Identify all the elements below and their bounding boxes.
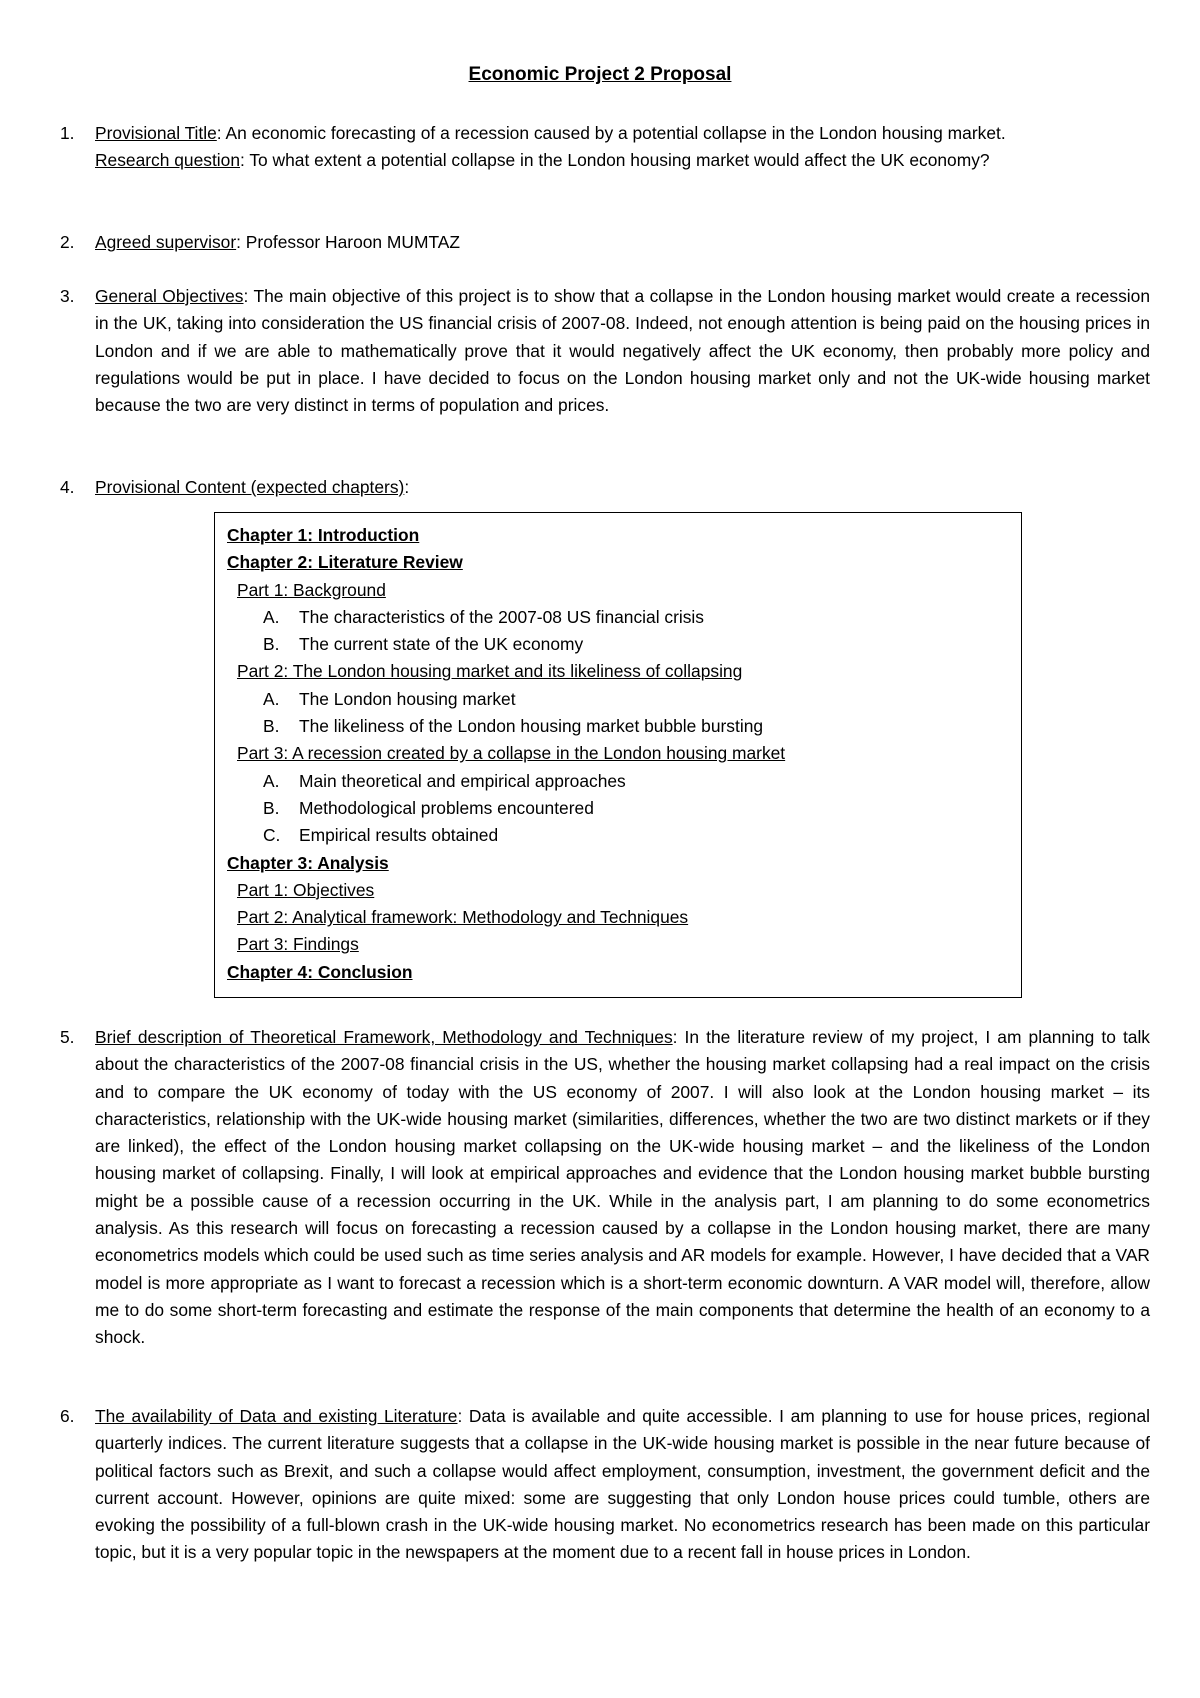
section-text: : An economic forecasting of a recession caused by a potential collapse in the London housing market. <box>216 123 1006 143</box>
item-text: The current state of the UK economy <box>299 634 584 655</box>
chapter-heading: Chapter 1: Introduction <box>227 525 420 545</box>
chapter-heading: Chapter 2: Literature Review <box>227 552 463 573</box>
part-heading: Part 2: Analytical framework: Methodology and Techniques <box>237 907 689 928</box>
section-provisional-content <box>60 474 1150 501</box>
document-title: Economic Project 2 Proposal <box>468 64 732 85</box>
section-heading: Provisional Title <box>95 123 217 143</box>
section-heading: Agreed supervisor <box>95 232 237 252</box>
item-text: Empirical results obtained <box>299 825 499 846</box>
outline-item <box>263 713 1009 740</box>
part-heading: Part 3: A recession created by a collapse in the London housing market <box>237 743 786 764</box>
item-text: The likeliness of the London housing market bubble bursting <box>299 716 764 737</box>
chapter-heading: Chapter 3: Analysis <box>227 852 389 873</box>
part-heading: Part 1: Objectives <box>237 879 375 900</box>
outline-item <box>263 631 1009 658</box>
item-text: The characteristics of the 2007-08 US financial crisis <box>299 606 704 627</box>
section-number: 2. <box>60 232 75 252</box>
section-number: 3. <box>60 286 75 306</box>
part-heading: Part 2: The London housing market and its likeliness of collapsing <box>237 661 743 682</box>
outline-item <box>263 768 1009 795</box>
section-text: : Data is available and quite accessible. I am planning to use for house prices, regional quarterly indices. The current literature suggests that a collapse in the UK-wide housing market is possible in the near future because of political factors such as Brexit, and such a collapse would affect employment, consumption, investment, the government deficit and the current account. However, opinions are quite mixed: some are suggesting that only London house prices could tumble, others are evoking the possibility of a full-blown crash in the UK-wide housing market. No econometrics research has been made on this particular topic, but it is a very popular topic in the newspapers at the moment due to a recent fall in house prices in London. <box>95 1406 1150 1563</box>
item-text: Methodological problems encountered <box>299 797 594 818</box>
section-number: 5. <box>60 1027 75 1047</box>
section-provisional-title <box>60 120 1150 175</box>
item-letter: B. <box>263 634 280 655</box>
section-heading: Brief description of Theoretical Framework, Methodology and Techniques <box>95 1027 673 1047</box>
item-letter: C. <box>263 825 281 846</box>
item-letter: B. <box>263 716 280 737</box>
research-question-heading: Research question <box>95 150 241 171</box>
part-heading: Part 1: Background <box>237 579 386 600</box>
outline-item <box>263 822 1009 849</box>
section-text: : <box>404 477 410 497</box>
section-heading: Provisional Content (expected chapters) <box>95 477 405 497</box>
item-text: Main theoretical and empirical approaches <box>299 770 626 791</box>
section-number: 1. <box>60 123 75 143</box>
item-text: The London housing market <box>299 688 516 709</box>
chapter-heading: Chapter 4: Conclusion <box>227 961 413 982</box>
section-text: : The main objective of this project is to show that a collapse in the London housing market would create a recession in the UK, taking into consideration the US financial crisis of 2007-08. Indeed, not enough attention is being paid on the housing prices in London and if we are able to mathematically prove that it would negatively affect the UK economy, then probably more policy and regulations would be put in place. I have decided to focus on the London housing market only and not the UK-wide housing market because the two are very distinct in terms of population and prices. <box>95 286 1151 416</box>
outline-item <box>263 795 1009 822</box>
section-heading: The availability of Data and existing Literature <box>95 1406 458 1426</box>
section-agreed-supervisor <box>60 229 1150 256</box>
chapters-outline-box <box>214 512 1022 998</box>
section-text: : In the literature review of my project, I am planning to talk about the characteristics of the 2007-08 financial crisis in the US, whether the housing market collapsing had a real impact on the crisis and to compare the UK economy of today with the US economy of 2007. I will also look at the London housing market – its characteristics, relationship with the UK-wide housing market (similarities, differences, whether the two are two distinct markets or if they are linked), the effect of the London housing market collapsing on the UK-wide housing market – and the likeliness of the London housing market of collapsing. Finally, I will look at empirical approaches and evidence that the London housing market bubble bursting might be a possible cause of a recession occurring in the UK. While in the analysis part, I am planning to do some econometrics analysis. As this research will focus on forecasting a recession caused by a collapse in the London housing market, there are many econometrics models which could be used such as time series analysis and AR models for example. However, I have decided that a VAR model is more appropriate as I want to forecast a recession which is a short-term economic downturn. A VAR model will, therefore, allow me to do some short-term forecasting and estimate the response of the main components that determine the health of an economy to a shock. <box>95 1027 1151 1348</box>
item-letter: B. <box>263 797 280 818</box>
part-heading: Part 3: Findings <box>237 934 359 955</box>
item-letter: A. <box>263 688 280 709</box>
section-general-objectives <box>60 283 1150 419</box>
section-text: : Professor Haroon MUMTAZ <box>236 232 461 252</box>
section-number: 4. <box>60 477 75 497</box>
section-data-availability <box>60 1403 1150 1567</box>
item-letter: A. <box>263 770 280 791</box>
item-letter: A. <box>263 606 280 627</box>
outline-item <box>263 686 1009 713</box>
research-question-text: : To what extent a potential collapse in the London housing market would affect the UK economy? <box>240 150 990 171</box>
outline-item <box>263 604 1009 631</box>
section-number: 6. <box>60 1406 75 1426</box>
section-heading: General Objectives <box>95 286 244 306</box>
section-theoretical-framework <box>60 1024 1150 1352</box>
